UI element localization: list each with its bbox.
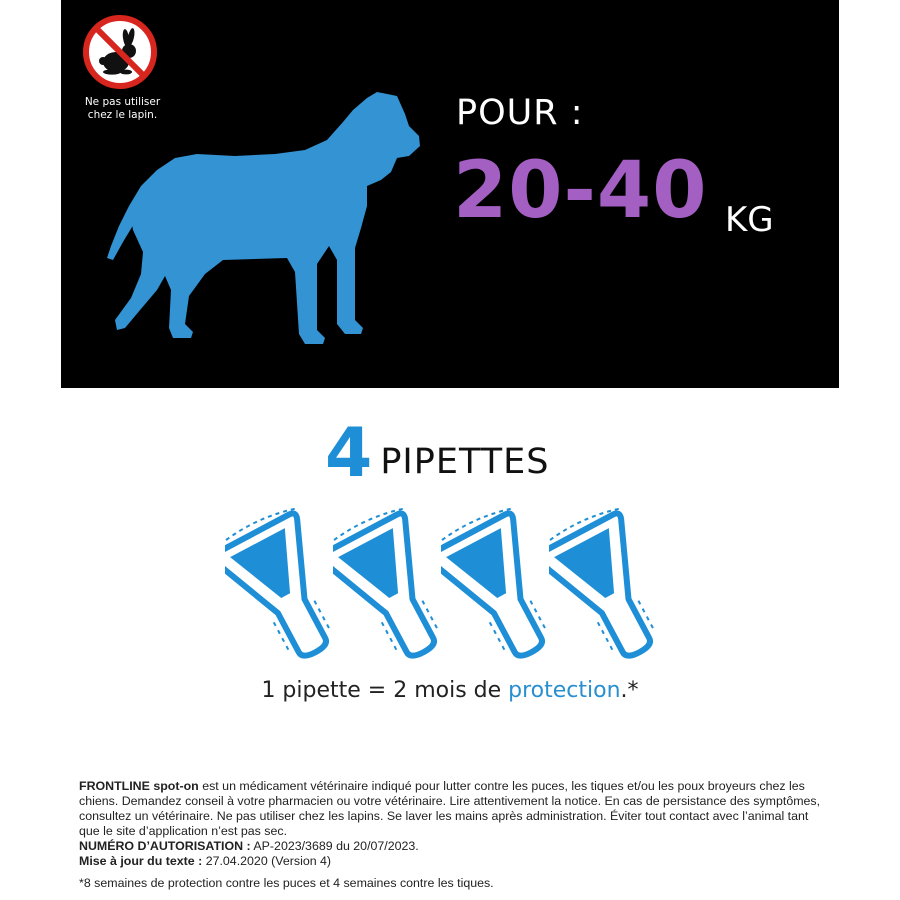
legal-update	[79, 854, 829, 869]
hero-banner	[61, 0, 839, 388]
pipettes-label: PIPETTES	[380, 442, 550, 482]
pipette-icon	[225, 505, 335, 665]
legal-description-paragraph	[79, 779, 829, 839]
legal-brand: FRONTLINE spot-on	[79, 779, 199, 793]
rabbit-warning-line1: Ne pas utiliser	[84, 96, 161, 108]
legal-update-value: 27.04.2020 (Version 4)	[202, 854, 332, 868]
no-rabbit-icon	[82, 14, 158, 90]
legal-auth-value: AP-2023/3689 du 20/07/2023.	[250, 839, 419, 853]
pipette-icon	[441, 505, 551, 665]
pipettes-icon-row	[225, 505, 675, 665]
dog-silhouette-icon	[105, 88, 421, 350]
legal-notice	[79, 779, 829, 891]
legal-update-label: Mise à jour du texte :	[79, 854, 203, 868]
tagline-suffix: .*	[620, 678, 639, 703]
legal-auth-label: NUMÉRO D’AUTORISATION :	[79, 839, 251, 853]
protection-tagline	[0, 678, 900, 703]
legal-footnote: *8 semaines de protection contre les puces et 4 semaines contre les tiques.	[79, 876, 494, 890]
legal-description: est un médicament vétérinaire indiqué pour lutter contre les puces, les tiques et/ou les poux broyeurs chez les chiens. Demandez conseil à votre pharmacien ou votre vétérinaire. Lire attentivement la notice. En cas de persistance des symptômes, consultez un vétérinaire. Ne pas utiliser chez les lapins. Se laver les mains après administration. Éviter tout contact avec l’animal tant que le site d’application n’est pas sec.	[79, 779, 821, 838]
pour-label: POUR :	[456, 93, 584, 133]
pipette-icon	[549, 505, 659, 665]
pipettes-count: 4	[325, 414, 373, 493]
weight-unit: KG	[725, 200, 774, 240]
tagline-highlight: protection	[508, 678, 621, 703]
pipette-icon	[333, 505, 443, 665]
rabbit-warning-line2: chez le lapin.	[87, 109, 158, 121]
legal-authorisation	[79, 839, 829, 854]
weight-range: 20-40	[453, 146, 708, 236]
tagline-prefix: 1 pipette = 2 mois de	[261, 678, 509, 703]
pipettes-heading	[325, 414, 550, 493]
